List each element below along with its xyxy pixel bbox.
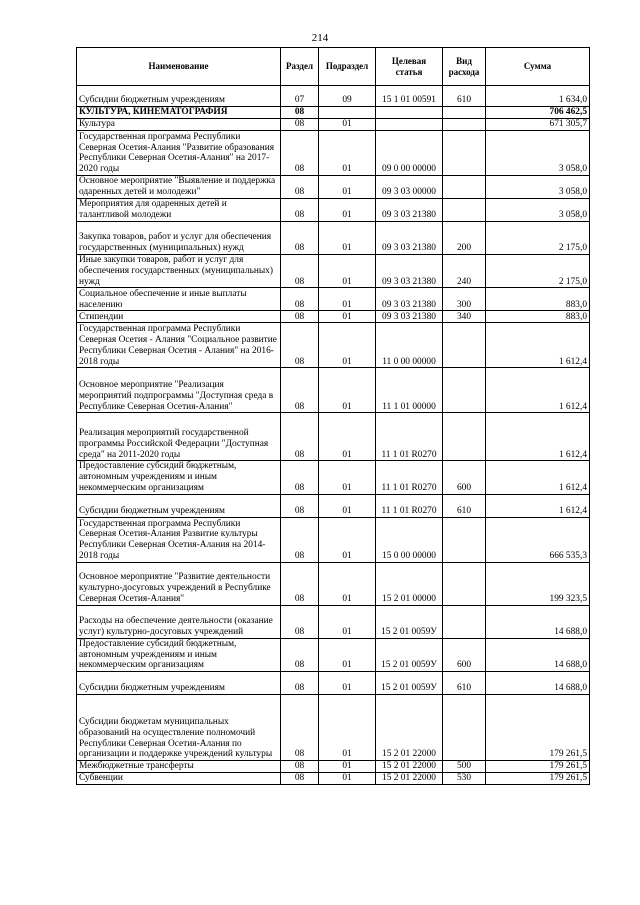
cell-target: 15 2 01 0059У: [376, 638, 443, 671]
table-header-row: [77, 48, 590, 86]
cell-name: Государственная программа Республики Северная Осетия - Алания "Социальное развитие Республики Северная Осетия - Алания" на 2016-2018 годы: [77, 323, 281, 368]
cell-target: 09 0 00 00000: [376, 131, 443, 176]
cell-target: 11 1 01 00000: [376, 368, 443, 413]
cell-expense-type: [443, 119, 486, 131]
cell-sum: 179 261,5: [486, 761, 590, 773]
cell-expense-type: [443, 413, 486, 461]
cell-sum: 14 688,0: [486, 638, 590, 671]
cell-target: [376, 107, 443, 119]
cell-target: 11 0 00 00000: [376, 323, 443, 368]
cell-name: Межбюджетные трансферты: [77, 761, 281, 773]
cell-expense-type: 500: [443, 761, 486, 773]
table-row: [77, 311, 590, 323]
cell-section: 08: [281, 107, 319, 119]
cell-name: Субсидии бюджетным учреждениям: [77, 86, 281, 107]
header-subsection: Подраздел: [319, 48, 376, 86]
table-row: [77, 176, 590, 199]
cell-subsection: 09: [319, 86, 376, 107]
cell-name: Субсидии бюджетам муниципальных образований на осуществление полномочий Республики Северная Осетия-Алания по организации и поддержке учреждений культуры: [77, 695, 281, 761]
cell-section: 08: [281, 761, 319, 773]
cell-target: 15 0 00 00000: [376, 517, 443, 562]
table-row: [77, 695, 590, 761]
table-row: [77, 131, 590, 176]
table-row: [77, 288, 590, 311]
cell-target: 09 3 03 21380: [376, 311, 443, 323]
cell-sum: 179 261,5: [486, 773, 590, 785]
cell-name: Основное мероприятие "Развитие деятельности культурно-досуговых учреждений в Республике Северная Осетия-Алания": [77, 562, 281, 605]
cell-name: Предоставление субсидий бюджетным, автономным учреждениям и иным некоммерческим организациям: [77, 461, 281, 494]
cell-subsection: [319, 107, 376, 119]
cell-name: Предоставление субсидий бюджетным, автономным учреждениям и иным некоммерческим организациям: [77, 638, 281, 671]
cell-section: 08: [281, 255, 319, 288]
cell-section: 08: [281, 413, 319, 461]
cell-section: 08: [281, 176, 319, 199]
cell-name: КУЛЬТУРА, КИНЕМАТОГРАФИЯ: [77, 107, 281, 119]
cell-section: 08: [281, 562, 319, 605]
cell-section: 08: [281, 672, 319, 695]
table-row: [77, 199, 590, 222]
cell-section: 08: [281, 638, 319, 671]
cell-section: 08: [281, 494, 319, 517]
cell-subsection: 01: [319, 222, 376, 255]
cell-subsection: 01: [319, 605, 376, 638]
cell-sum: 1 612,4: [486, 461, 590, 494]
cell-section: 08: [281, 119, 319, 131]
cell-expense-type: 600: [443, 461, 486, 494]
cell-target: 09 3 03 21380: [376, 255, 443, 288]
cell-sum: 883,0: [486, 311, 590, 323]
cell-name: Иные закупки товаров, работ и услуг для обеспечения государственных (муниципальных) нужд: [77, 255, 281, 288]
cell-expense-type: [443, 517, 486, 562]
cell-expense-type: 610: [443, 86, 486, 107]
cell-name: Государственная программа Республики Северная Осетия-Алания "Развитие образования Республики Северная Осетия-Алания" на 2017-2020 годы: [77, 131, 281, 176]
cell-expense-type: [443, 605, 486, 638]
cell-expense-type: 600: [443, 638, 486, 671]
table-row: [77, 562, 590, 605]
cell-sum: 179 261,5: [486, 695, 590, 761]
cell-section: 08: [281, 605, 319, 638]
cell-subsection: 01: [319, 461, 376, 494]
cell-subsection: 01: [319, 255, 376, 288]
cell-target: 09 3 03 21380: [376, 288, 443, 311]
cell-subsection: 01: [319, 368, 376, 413]
cell-section: 08: [281, 695, 319, 761]
cell-expense-type: 610: [443, 494, 486, 517]
cell-name: Субсидии бюджетным учреждениям: [77, 494, 281, 517]
cell-expense-type: 530: [443, 773, 486, 785]
table-row: [77, 222, 590, 255]
cell-subsection: 01: [319, 494, 376, 517]
header-sum: Сумма: [486, 48, 590, 86]
cell-name: Мероприятия для одаренных детей и талантливой молодежи: [77, 199, 281, 222]
cell-section: 08: [281, 323, 319, 368]
cell-target: 09 3 03 00000: [376, 176, 443, 199]
cell-sum: 1 612,4: [486, 494, 590, 517]
table-row: [77, 368, 590, 413]
cell-target: 15 2 01 00000: [376, 562, 443, 605]
cell-section: 08: [281, 288, 319, 311]
cell-target: 09 3 03 21380: [376, 199, 443, 222]
cell-sum: 1 612,4: [486, 413, 590, 461]
table-row: [77, 119, 590, 131]
cell-section: 08: [281, 199, 319, 222]
cell-name: Социальное обеспечение и иные выплаты населению: [77, 288, 281, 311]
cell-sum: 883,0: [486, 288, 590, 311]
cell-sum: 14 688,0: [486, 605, 590, 638]
table-row: [77, 461, 590, 494]
cell-expense-type: [443, 176, 486, 199]
cell-subsection: 01: [319, 288, 376, 311]
cell-name: Основное мероприятие "Реализация мероприятий подпрограммы "Доступная среда в Республике Северная Осетия-Алания": [77, 368, 281, 413]
cell-section: 07: [281, 86, 319, 107]
cell-sum: 671 305,7: [486, 119, 590, 131]
cell-section: 08: [281, 773, 319, 785]
cell-subsection: 01: [319, 311, 376, 323]
cell-sum: 199 323,5: [486, 562, 590, 605]
cell-sum: 1 634,0: [486, 86, 590, 107]
cell-expense-type: 240: [443, 255, 486, 288]
cell-target: 15 1 01 00591: [376, 86, 443, 107]
cell-subsection: 01: [319, 413, 376, 461]
cell-sum: 14 688,0: [486, 672, 590, 695]
cell-sum: 2 175,0: [486, 222, 590, 255]
cell-sum: 3 058,0: [486, 176, 590, 199]
cell-expense-type: [443, 695, 486, 761]
cell-subsection: 01: [319, 761, 376, 773]
table-row: [77, 323, 590, 368]
cell-expense-type: 200: [443, 222, 486, 255]
table-row: [77, 672, 590, 695]
cell-sum: 666 535,3: [486, 517, 590, 562]
cell-subsection: 01: [319, 773, 376, 785]
cell-expense-type: [443, 323, 486, 368]
cell-name: Стипендии: [77, 311, 281, 323]
cell-target: 15 2 01 0059У: [376, 672, 443, 695]
cell-target: 11 1 01 R0270: [376, 461, 443, 494]
header-section: Раздел: [281, 48, 319, 86]
cell-subsection: 01: [319, 199, 376, 222]
cell-subsection: 01: [319, 695, 376, 761]
page-number: 214: [311, 32, 329, 44]
cell-target: 11 1 01 R0270: [376, 413, 443, 461]
cell-subsection: 01: [319, 323, 376, 368]
cell-section: 08: [281, 461, 319, 494]
cell-target: 15 2 01 22000: [376, 761, 443, 773]
table-row: [77, 517, 590, 562]
table-body: [77, 86, 590, 785]
cell-section: 08: [281, 131, 319, 176]
cell-expense-type: [443, 368, 486, 413]
cell-expense-type: [443, 131, 486, 176]
table-row: [77, 605, 590, 638]
cell-expense-type: 610: [443, 672, 486, 695]
table-row: [77, 86, 590, 107]
table-row: [77, 255, 590, 288]
cell-section: 08: [281, 311, 319, 323]
cell-sum: 1 612,4: [486, 323, 590, 368]
table-row: [77, 494, 590, 517]
cell-subsection: 01: [319, 638, 376, 671]
budget-table: [76, 47, 590, 785]
cell-name: Субсидии бюджетным учреждениям: [77, 672, 281, 695]
cell-name: Реализация мероприятий государственной программы Российской Федерации "Доступная среда" на 2011-2020 годы: [77, 413, 281, 461]
cell-target: 15 2 01 22000: [376, 695, 443, 761]
cell-name: Субвенции: [77, 773, 281, 785]
cell-section: 08: [281, 222, 319, 255]
cell-expense-type: [443, 107, 486, 119]
header-target: Целевая статья: [376, 48, 443, 86]
cell-sum: 706 462,5: [486, 107, 590, 119]
table-row: [77, 761, 590, 773]
cell-name: Расходы на обеспечение деятельности (оказание услуг) культурно-досуговых учреждений: [77, 605, 281, 638]
cell-sum: 3 058,0: [486, 131, 590, 176]
table-row: [77, 773, 590, 785]
cell-sum: 1 612,4: [486, 368, 590, 413]
cell-subsection: 01: [319, 562, 376, 605]
cell-expense-type: 340: [443, 311, 486, 323]
cell-name: Культура: [77, 119, 281, 131]
header-name: Наименование: [77, 48, 281, 86]
cell-target: 11 1 01 R0270: [376, 494, 443, 517]
cell-target: 15 2 01 22000: [376, 773, 443, 785]
cell-subsection: 01: [319, 176, 376, 199]
header-expense-type: Вид расхода: [443, 48, 486, 86]
cell-subsection: 01: [319, 119, 376, 131]
cell-expense-type: [443, 562, 486, 605]
cell-section: 08: [281, 517, 319, 562]
table-row: [77, 413, 590, 461]
cell-expense-type: [443, 199, 486, 222]
cell-section: 08: [281, 368, 319, 413]
cell-name: Государственная программа Республики Северная Осетия-Алания Развитие культуры Республики Северная Осетия-Алания на 2014-2018 годы: [77, 517, 281, 562]
cell-sum: 3 058,0: [486, 199, 590, 222]
cell-target: 09 3 03 21380: [376, 222, 443, 255]
cell-sum: 2 175,0: [486, 255, 590, 288]
cell-subsection: 01: [319, 672, 376, 695]
cell-target: [376, 119, 443, 131]
cell-target: 15 2 01 0059У: [376, 605, 443, 638]
cell-subsection: 01: [319, 517, 376, 562]
cell-name: Закупка товаров, работ и услуг для обеспечения государственных (муниципальных) нужд: [77, 222, 281, 255]
cell-subsection: 01: [319, 131, 376, 176]
cell-expense-type: 300: [443, 288, 486, 311]
table-row: [77, 638, 590, 671]
table-row: [77, 107, 590, 119]
cell-name: Основное мероприятие "Выявление и поддержка одаренных детей и молодежи": [77, 176, 281, 199]
